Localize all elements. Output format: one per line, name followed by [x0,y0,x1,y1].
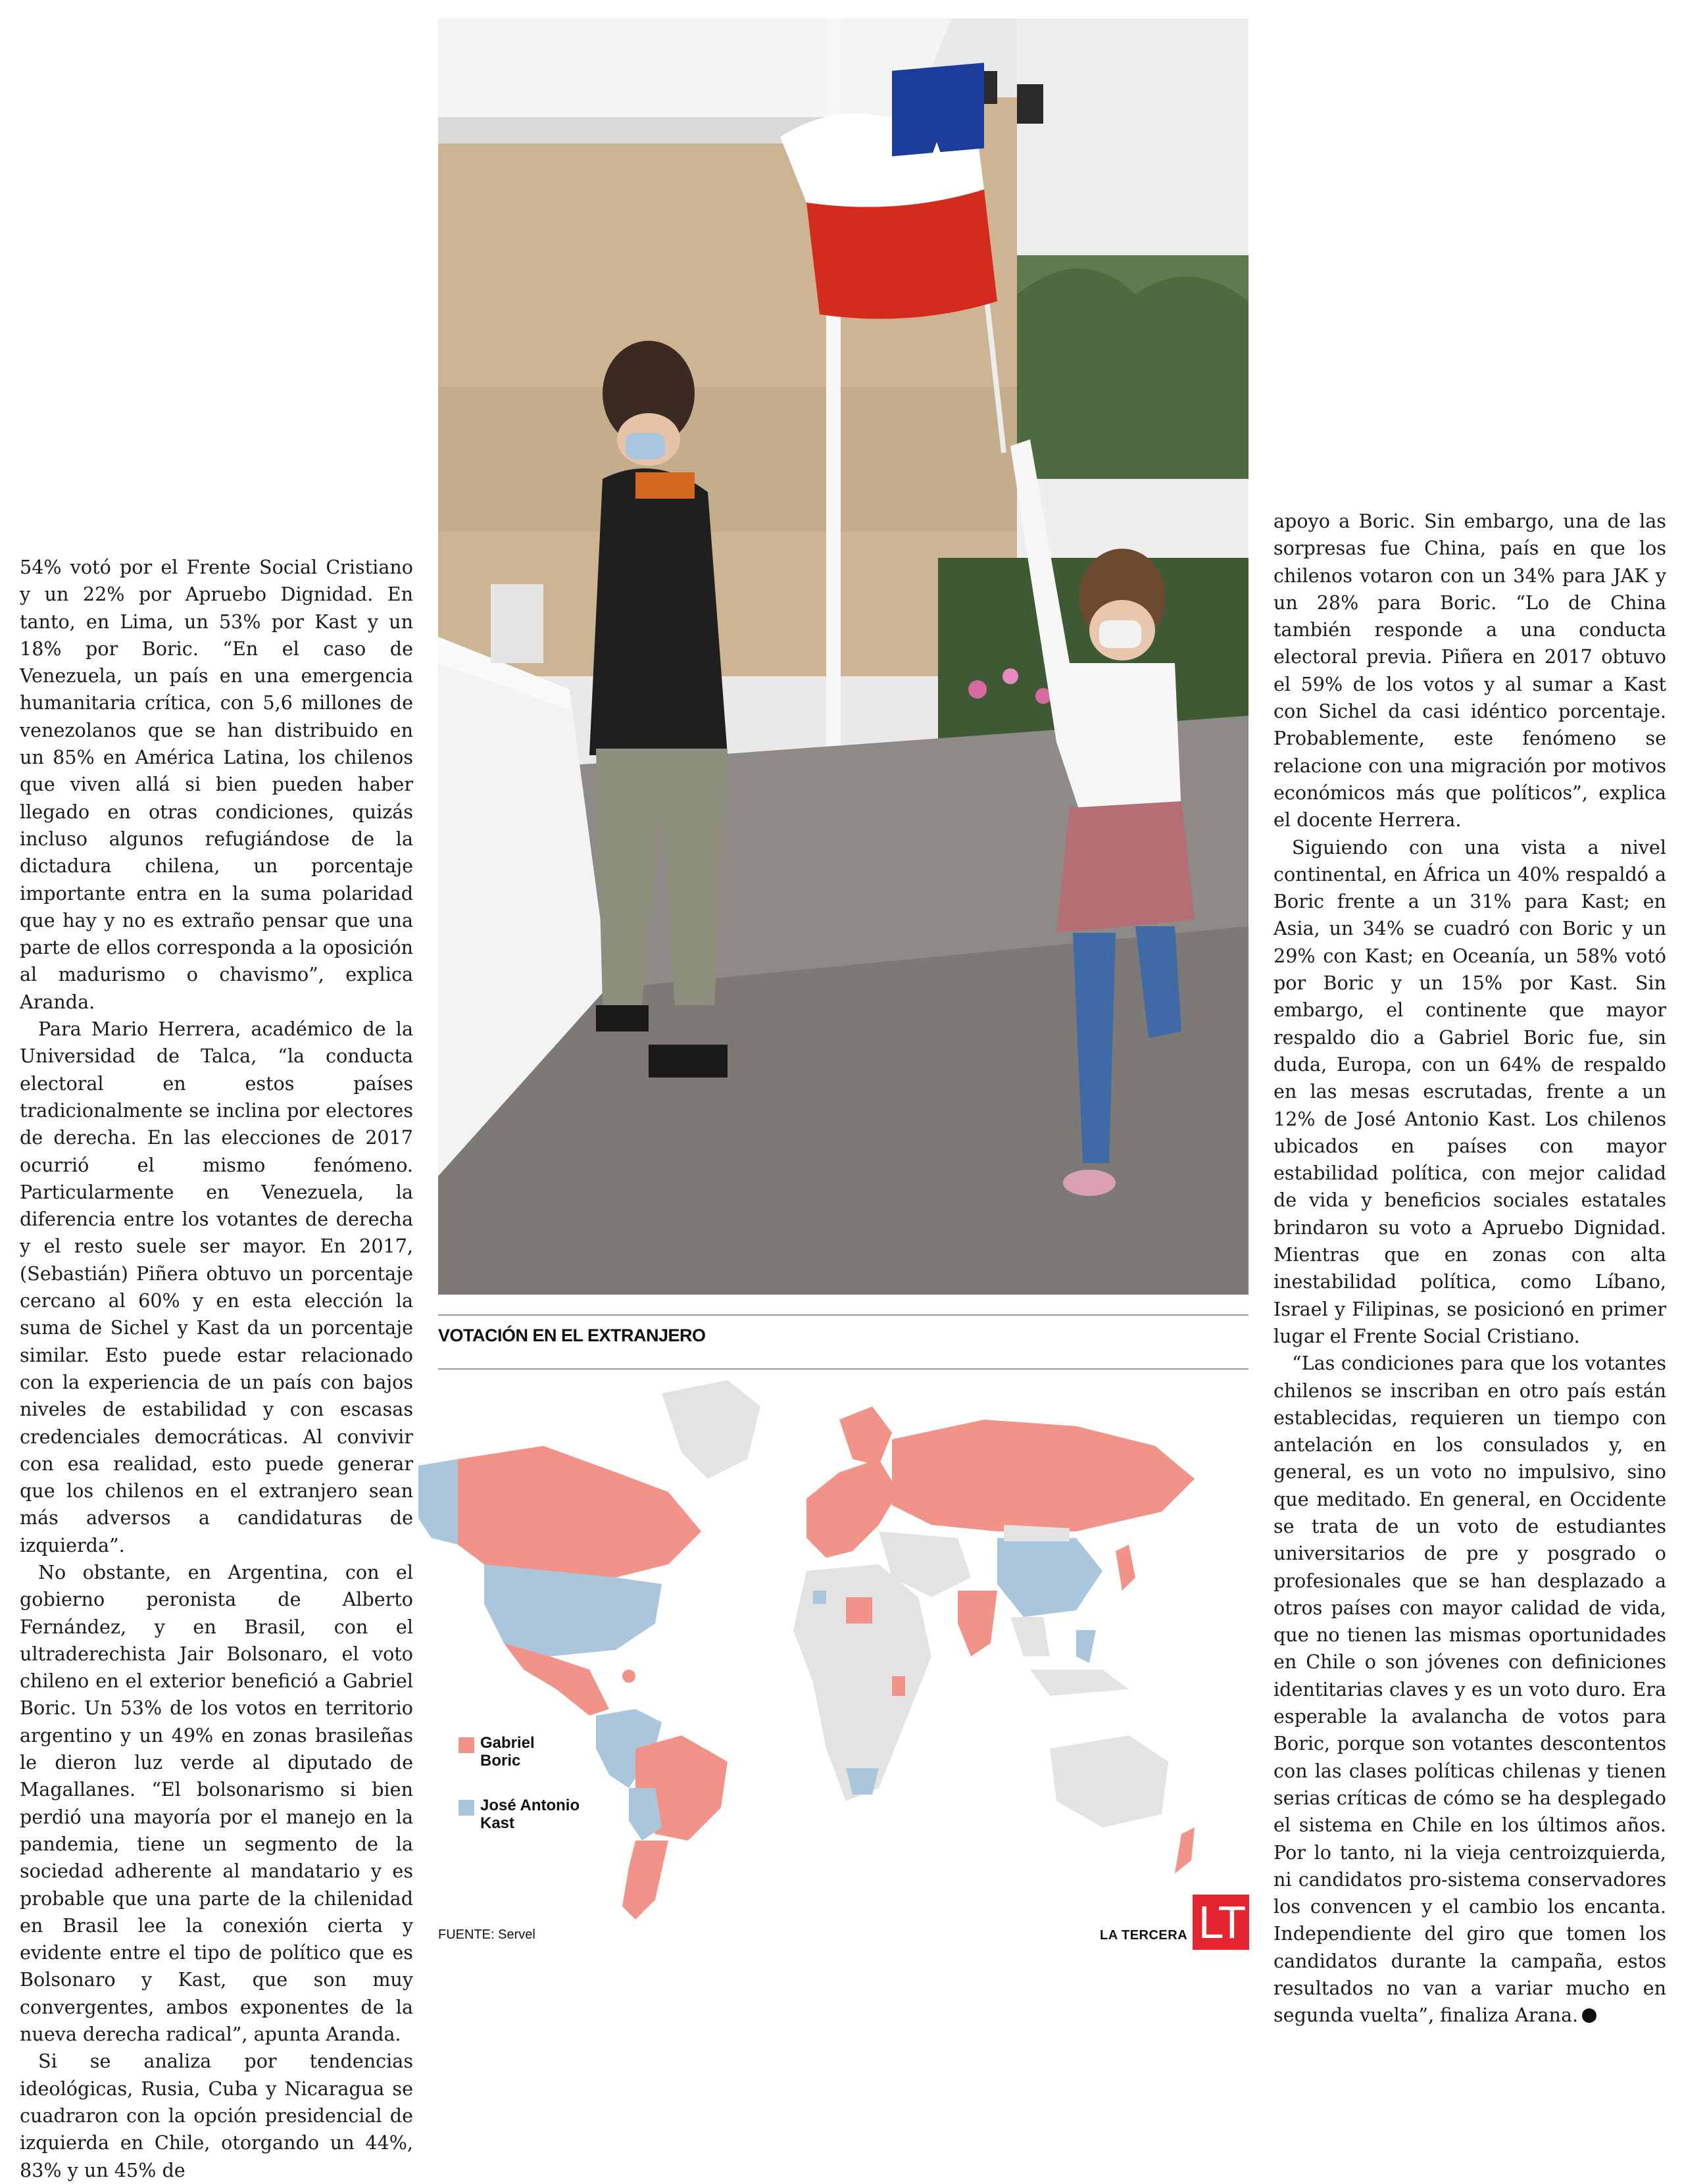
la-tercera-logo: LT [1193,1895,1249,1950]
paragraph: apoyo a Boric. Sin embargo, una de las sorpresas fue China, país en que los chilenos votaron con un 34% para JAK y un 28% para Boric. “Lo de China también responde a una conducta electoral previa. Piñera en 2017 obtuvo el 59% de los votos y al sumar a Kast con Sichel da casi idéntico porcentaje. Probablemente, este fenómeno se relacione con una migración por motivos económicos más que políticos”, explica el docente Herrera. [1274,510,1666,831]
paragraph: Siguiendo con una vista a nivel continental, en África un 40% respaldó a Boric frente a un 31% para Kast; en Asia, un 34% se cuadró con Boric y un 29% con Kast; en Oceanía, un 58% votó por Boric y un 15% por Kast. Sin embargo, el continente que mayor respaldo dio a Gabriel Boric fue, sin duda, Europa, con un 64% de respaldo en las mesas escrutadas, frente a un 12% de José Antonio Kast. Los chilenos ubicados en países con mayor estabilidad política, con mejor calidad de vida y beneficios sociales estatales brindaron su voto a Apruebo Dignidad. Mientras que en zonas con alta inestabilidad política, como Líbano, Israel y Filipinas, se posicionó en primer lugar el Frente Social Cristiano. [1274,835,1666,1347]
world-map-graphic [418,1380,1249,1926]
brand-name: LA TERCERA [1100,1928,1188,1943]
article-column-left [20,554,413,2184]
paragraph-text: “Las condiciones para que los votantes chilenos se inscriban en otro país están establecidas, requieren un tiempo con antelación en los consulados y, en general, es un voto no impulsivo, sino que meditado. En general, en Occidente se trata de un voto de estudiantes universitarios de pre y posgrado o profesionales que se han desplazado a otros países con mayor calidad de vida, que no tienen las mismas oportunidades en Chile o son jóvenes con definiciones identitarias claves y es un voto duro. Era esperable la avalancha de votos para Boric, porque son votantes descontentos con las clases políticas chilenas y tienen serias críticas de cómo se ha desplegado el sistema en Chile en los últimos años. Por lo tanto, ni la vieja centroizquierda, ni candidatos pro-sistema conservadores los convencen y el cambio los encanta. Independiente del giro que tomen los candidatos durante la campaña, estos resultados no van a variar mucho en segunda vuelta”, finaliza Arana. [1274,1352,1666,2027]
photo-illustration [438,18,1249,1295]
paragraph: 54% votó por el Frente Social Cristiano y un 22% por Apruebo Dignidad. En tanto, en Lima, un 53% por Kast y un 18% por Boric. “En el caso de Venezuela, un país en una emergencia humanitaria crítica, con 5,6 millones de venezolanos que se han distribuido en un 85% en América Latina, los chilenos que viven allá si bien pueden haber llegado en otras condiciones, quizás incluso algunos refugiándose de la dictadura chilena, un porcentaje importante entra en la suma polaridad que hay y no es extraño pensar que una parte de ellos corresponda a la oposición al madurismo o chavismo”, explica Aranda. [20,556,413,1013]
end-mark-icon [1582,2008,1596,2023]
source-credit: FUENTE: Servel [438,1927,535,1942]
legend-swatch-kast [458,1800,474,1816]
paragraph: Para Mario Herrera, académico de la Universidad de Talca, “la conducta electoral en estos países tradicionalmente se inclina por electores de derecha. En las elecciones de 2017 ocurrió el mismo fenómeno. Particularmente en Venezuela, la diferencia entre los votantes de derecha y el resto suele ser mayor. En 2017, (Sebastián) Piñera obtuvo un porcentaje cercano al 60% y en esta elección la suma de Sichel y Kast da un porcentaje similar. Esto puede estar relacionado con la experiencia de un país con bajos niveles de estabilidad y con escasas credenciales democráticas. Al convivir con esa realidad, esto puede generar que los chilenos en el extranjero sean más adversos a candidaturas de izquierda”. [20,1018,413,1556]
news-photo [438,18,1249,1295]
infographic-title: VOTACIÓN EN EL EXTRANJERO [438,1326,706,1345]
legend-label-boric: Gabriel Boric [480,1734,535,1770]
legend-swatch-boric [458,1737,474,1753]
paragraph [1274,1350,1666,2029]
world-map [418,1380,1249,1926]
legend-label-kast: José Antonio Kast [480,1797,580,1832]
paragraph: Si se analiza por tendencias ideológicas, Rusia, Cuba y Nicaragua se cuadraron con la opción presidencial de izquierda en Chile, otorgando un 44%, 83% y un 45% de [20,2050,413,2181]
paragraph: No obstante, en Argentina, con el gobierno peronista de Alberto Fernández, y en Brasil, con el ultraderechista Jair Bolsonaro, el voto chileno en el exterior benefició a Gabriel Boric. Un 53% de los votos en territorio argentino y un 49% en zonas brasileñas le dieron luz verde al diputado de Magallanes. “El bolsonarismo si bien perdió una mayoría por el manejo en la pandemia, tiene un segmento de la sociedad adherente al mandatario y es probable que una parte de la chilenidad en Brasil lee la conexión cierta y evidente entre el tipo de político que es Bolsonaro y Kast, que son muy convergentes, ambos exponentes de la nueva derecha radical”, apunta Aranda. [20,1560,413,2046]
divider [438,1368,1249,1370]
divider [438,1314,1249,1316]
article-column-right [1274,508,1666,2029]
